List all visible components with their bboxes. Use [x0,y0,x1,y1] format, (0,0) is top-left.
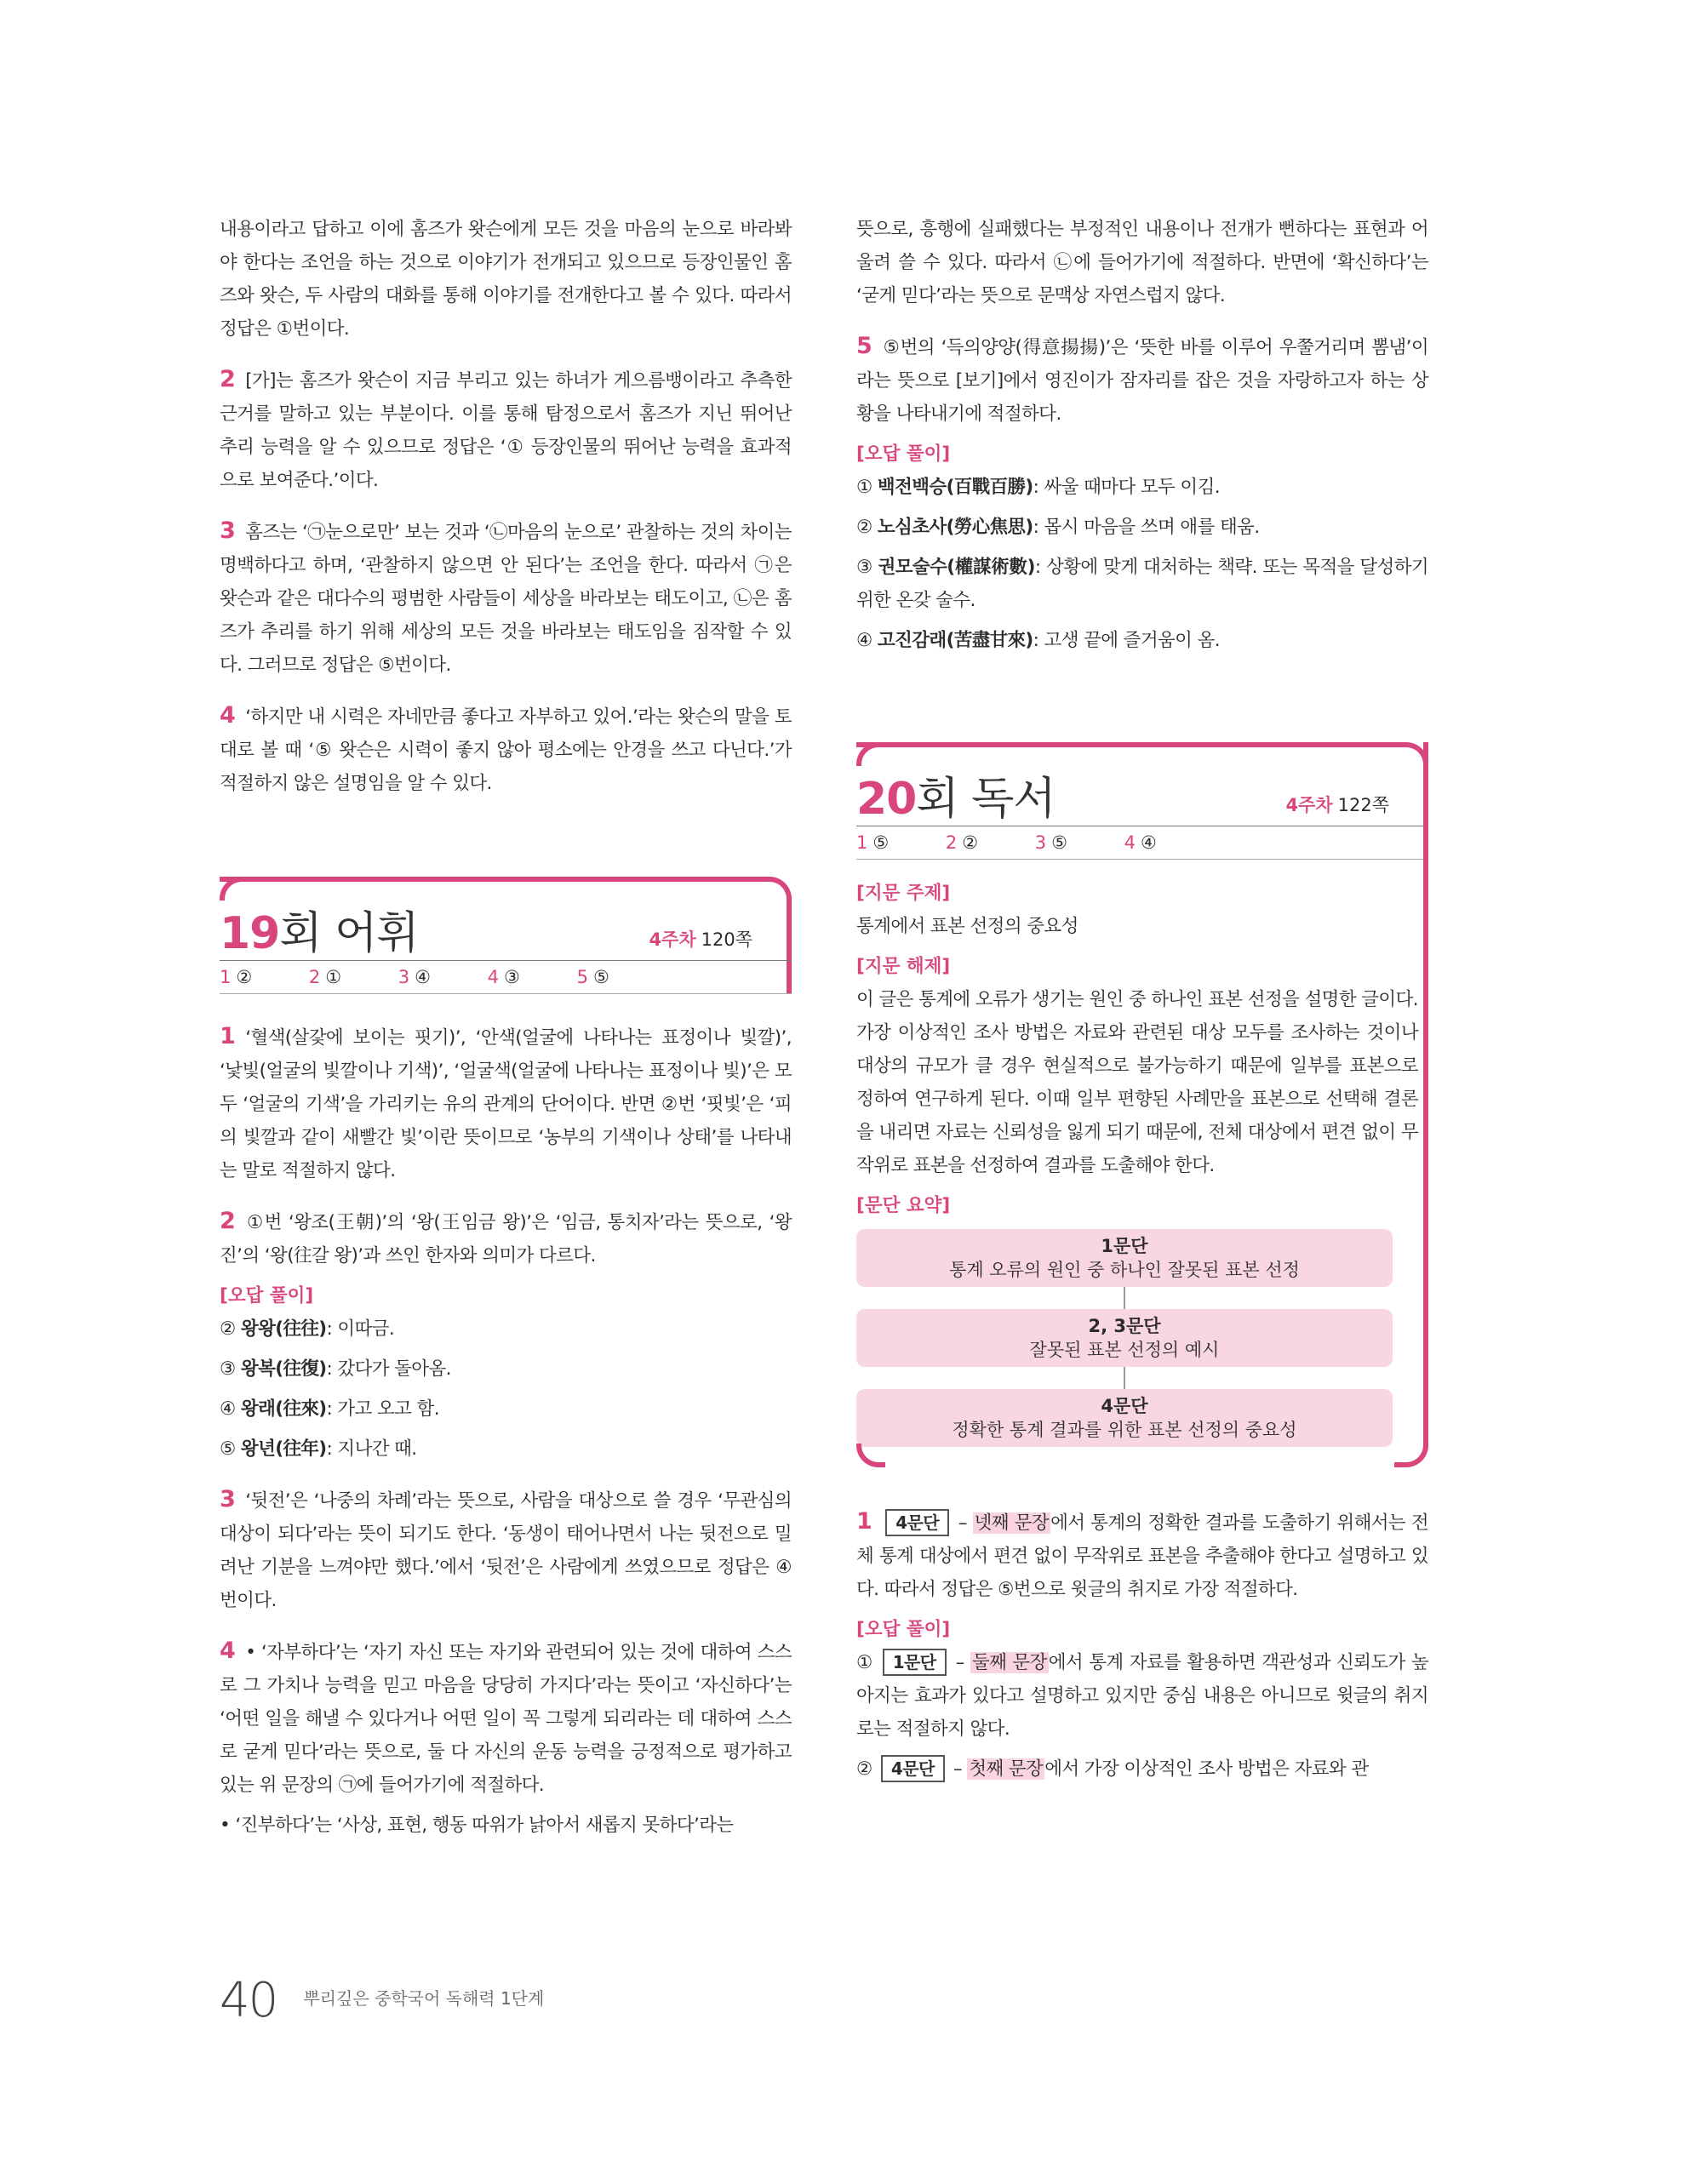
left-column [220,213,792,1859]
summary-box: 2, 3문단 잘못된 표본 선정의 예시 [856,1309,1393,1367]
book-title: 뿌리깊은 중학국어 독해력 1단계 [303,1988,545,2009]
wrong-option: ④ 왕래(往來): 가고 오고 함. [220,1398,439,1420]
answer-item-2: 2 [가]는 홈즈가 왓슨이 지금 부리고 있는 하녀가 게으름뱅이라고 추측한 근거를 말하고 있는 부분이다. 이를 통해 탐정으로서 홈즈가 지닌 뛰어난 추리 능력을 알 수 있으므로 정답은 ‘① 등장인물의 뛰어난 능력을 효과적으로 보여준다.’이다. [220,366,792,491]
lesson-19-page-ref: 4주차 120쪽 [649,929,752,950]
summary-heading: [문단 요약] [856,1195,951,1216]
analysis-heading: [지문 해제] [856,956,951,977]
summary-box: 1문단 통계 오류의 원인 중 하나인 잘못된 표본 선정 [856,1229,1393,1287]
lesson-19-answer-key: 1 ② 2 ① 3 ④ 4 ③ 5 ⑤ [220,960,792,994]
wrong-option: ④ 고진감래(苦盡甘來): 고생 끝에 즐거움이 옴. [856,630,1220,651]
page-footer [220,1973,545,2028]
lesson-20-item-1: 1 4문단 – 넷째 문장에서 통계의 정확한 결과를 도출하기 위해서는 전체 통계 대상에서 편견 없이 무작위로 표본을 추출해야 한다고 설명하고 있다. 따라서 정답은 ⑤번으로 윗글의 취지로 가장 적절하다. [856,1508,1429,1600]
intro-paragraph: 내용이라고 답하고 이에 홈즈가 왓슨에게 모든 것을 마음의 눈으로 바라봐야 한다는 조언을 하는 것으로 이야기가 전개되고 있으므로 등장인물인 홈즈와 왓슨, 두 사람의 대화를 통해 이야기를 전개한다고 볼 수 있다. 따라서 정답은 ①번이다. [220,219,792,340]
answer-item-3: 3 홈즈는 ‘㉠눈으로만’ 보는 것과 ‘㉡마음의 눈으로’ 관찰하는 것의 차이는 명백하다고 하며, ‘관찰하지 않으면 안 된다’는 조언을 한다. 따라서 ㉠은 왓슨과 같은 대다수의 평범한 사람들이 세상을 바라보는 태도이고, ㉡은 홈즈가 추리를 하기 위해 세상의 모든 것을 바라보는 태도임을 짐작할 수 있다. 그러므로 정답은 ⑤번이다. [220,517,792,676]
wrong-option: ③ 왕복(往復): 갔다가 돌아옴. [220,1358,451,1380]
lesson-20-body [856,860,1428,1467]
lesson-19-item-1: 1 ‘혈색(살갗에 보이는 핏기)’, ‘안색(얼굴에 나타나는 표정이나 빛깔)’, ‘낯빛(얼굴의 빛깔이나 기색)’, ‘얼굴색(얼굴에 나타나는 표정이나 빛)’은 모두 ‘얼굴의 기색’을 가리키는 유의 관계의 단어이다. 반면 ②번 ‘핏빛’은 ‘피의 빛깔과 같이 새빨간 빛’이란 뜻이므로 ‘농부의 기색이나 상태’를 나타내는 말로 적절하지 않다. [220,1023,792,1181]
continued-paragraph: 뜻으로, 흥행에 실패했다는 부정적인 내용이나 전개가 뻔하다는 표현과 어울려 쓸 수 있다. 따라서 ㉡에 들어가기에 적절하다. 반면에 ‘확신하다’는 ‘굳게 믿다’라는 뜻으로 문맥상 자연스럽지 않다. [856,219,1428,306]
answer-item-4: 4 ‘하지만 내 시력은 자네만큼 좋다고 자부하고 있어.’라는 왓슨의 말을 토대로 볼 때 ‘⑤ 왓슨은 시력이 좋지 않아 평소에는 안경을 쓰고 다닌다.’가 적절하지 않은 설명임을 알 수 있다. [220,702,792,794]
wrong-answer-heading: [오답 풀이] [856,1619,951,1640]
wrong-answer-heading: [오답 풀이] [856,443,951,465]
wrong-option: ② 왕왕(往往): 이따금. [220,1318,395,1340]
wrong-option: ① 1문단 – 둘째 문장에서 통계 자료를 활용하면 객관성과 신뢰도가 높아지는 효과가 있다고 설명하고 있지만 중심 내용은 아니므로 윗글의 취지로는 적절하지 않다. [856,1646,1428,1746]
lesson-20-page-ref: 4주차 122쪽 [1285,795,1389,815]
lesson-19-header [220,877,792,994]
lesson-20-header [856,742,1428,860]
lesson-19-item-5: 5 ⑤번의 ‘득의양양(得意揚揚)’은 ‘뜻한 바를 이루어 우쭐거리며 뽐냄’이라는 뜻으로 [보기]에서 영진이가 잠자리를 잡은 것을 자랑하고자 하는 상황을 나타내기에 적절하다. [856,333,1428,425]
lesson-20-box [856,742,1428,1467]
lesson-20-answer-key: 1 ⑤ 2 ② 3 ⑤ 4 ④ [856,826,1428,860]
summary-box: 4문단 정확한 통계 결과를 위한 표본 선정의 중요성 [856,1389,1393,1447]
topic-heading: [지문 주제] [856,883,951,904]
analysis-text: 이 글은 통계에 오류가 생기는 원인 중 하나인 표본 선정을 설명한 글이다. 가장 이상적인 조사 방법은 자료와 관련된 대상 모두를 조사하는 것이나 대상의 규모가 클 경우 현실적으로 불가능하기 때문에 일부를 표본으로 정하여 연구하게 된다. 이때 일부 편향된 사례만을 표본으로 선택해 결론을 내리면 자료는 신뢰성을 잃게 되기 때문에, 전체 대상에서 편견 없이 무작위로 표본을 선정하여 결과를 도출해야 한다. [856,989,1418,1176]
wrong-option: ② 4문단 – 첫째 문장에서 가장 이상적인 조사 방법은 자료와 관 [856,1752,1428,1786]
topic-text: 통계에서 표본 선정의 중요성 [856,916,1078,937]
lesson-19-item-4-bullet: • ‘진부하다’는 ‘사상, 표현, 행동 따위가 낡아서 새롭지 못하다’라는 [220,1815,734,1836]
lesson-20-title: 20회 독서 [856,774,1056,825]
lesson-19-title: 19회 어휘 [220,908,419,959]
wrong-option: ① 백전백승(百戰百勝): 싸울 때마다 모두 이김. [856,477,1220,498]
wrong-option: ⑤ 왕년(往年): 지나간 때. [220,1438,417,1460]
lesson-19-item-2: 2 ①번 ‘왕조(王朝)’의 ‘왕(王임금 왕)’은 ‘임금, 통치자’라는 뜻으로, ‘왕진’의 ‘왕(往갈 왕)’과 쓰인 한자와 의미가 다르다. [220,1208,792,1266]
wrong-option: ③ 권모술수(權謀術數): 상황에 맞게 대처하는 책략. 또는 목적을 달성하기 위한 온갖 술수. [856,557,1429,611]
lesson-19-item-4: 4 • ‘자부하다’는 ‘자기 자신 또는 자기와 관련되어 있는 것에 대하여 스스로 그 가치나 능력을 믿고 마음을 당당히 가지다’라는 뜻이고 ‘자신하다’는 ‘어떤 일을 해낼 수 있다거나 어떤 일이 꼭 그렇게 되리라는 데 대하여 스스로 굳게 믿다’라는 뜻으로, 둘 다 자신의 운동 능력을 긍정적으로 평가하고 있는 위 문장의 ㉠에 들어가기에 적절하다. [220,1638,792,1796]
wrong-answer-heading: [오답 풀이] [220,1285,314,1306]
page-number: 40 [220,1973,277,2028]
right-column [856,213,1428,1792]
lesson-19-item-3: 3 ‘뒷전’은 ‘나중의 차례’라는 뜻으로, 사람을 대상으로 쓸 경우 ‘무관심의 대상이 되다’라는 뜻이 되기도 한다. ‘동생이 태어나면서 나는 뒷전으로 밀려난 기분을 느껴야만 했다.’에서 ‘뒷전’은 사람에게 쓰였으므로 정답은 ④번이다. [220,1486,792,1611]
wrong-option: ② 노심초사(勞心焦思): 몹시 마음을 쓰며 애를 태움. [856,517,1260,538]
paragraph-summary-flow [856,1229,1418,1447]
